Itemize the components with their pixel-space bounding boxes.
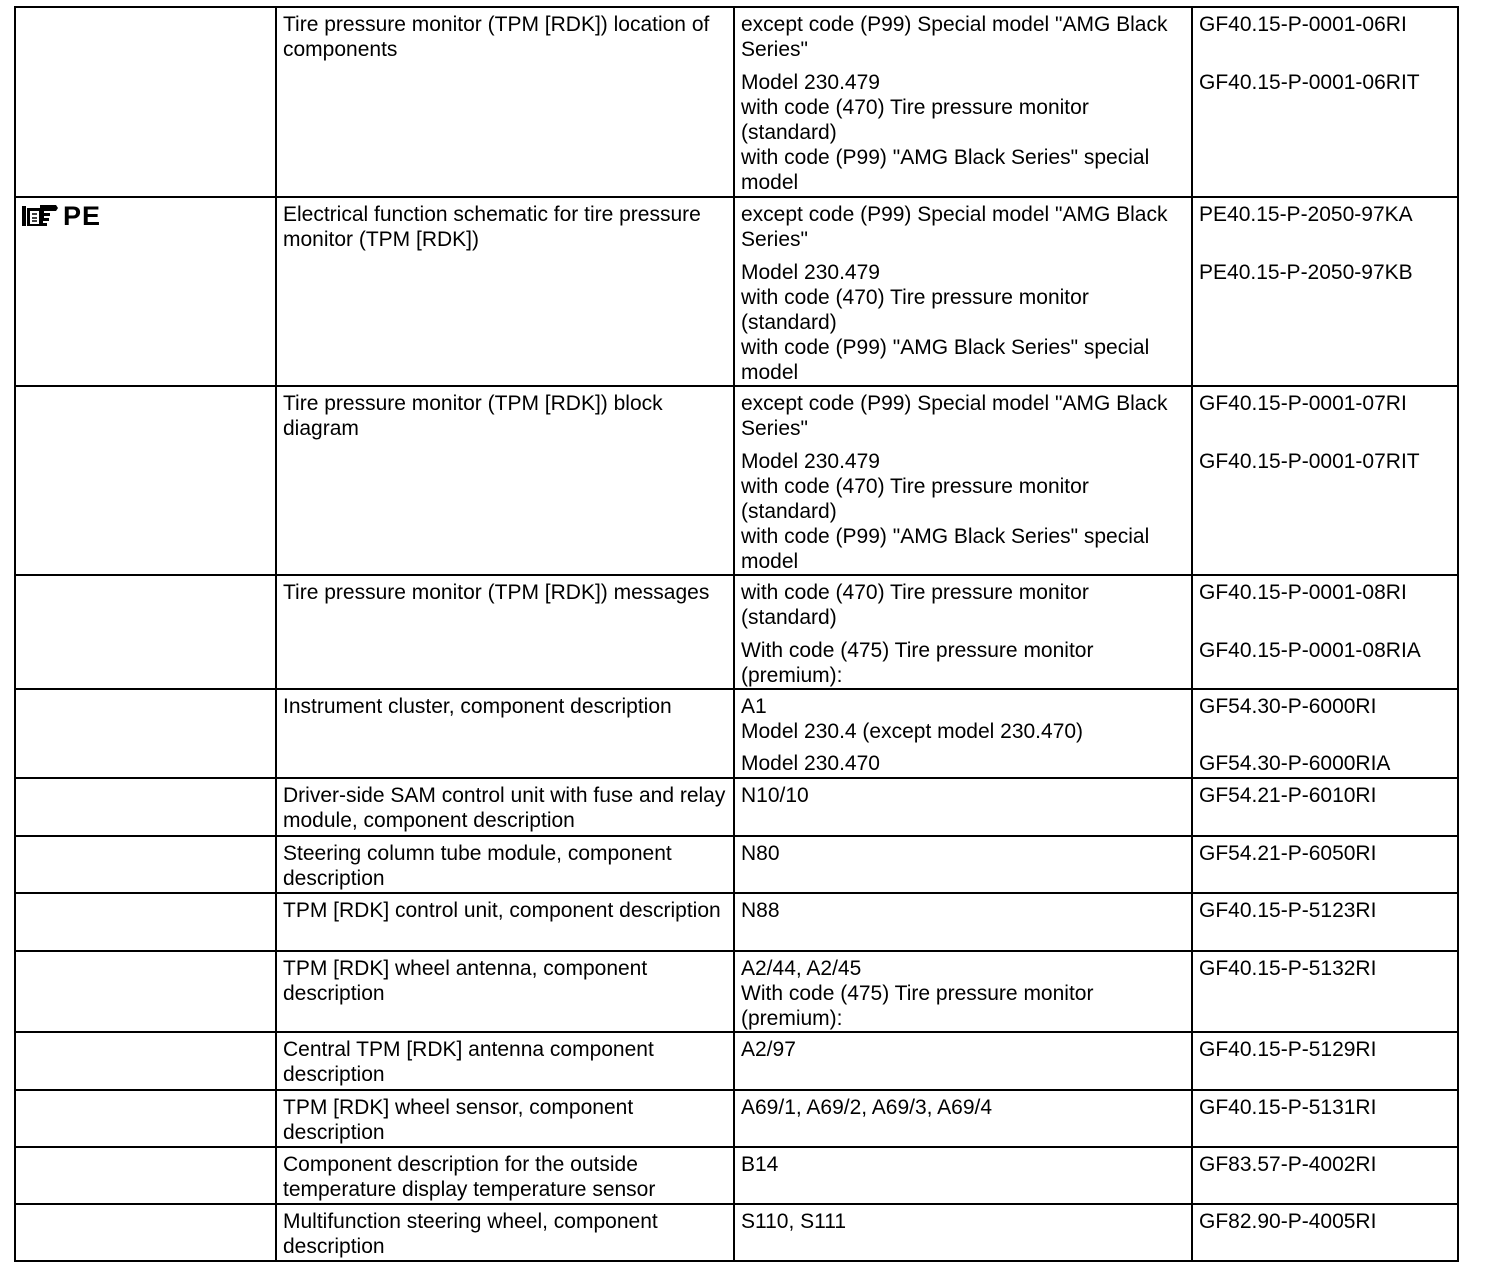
title-cell [276,1204,734,1261]
title-cell [276,197,734,386]
condition-line: N10/10 [741,784,809,807]
condition-line: A2/97 [741,1038,796,1061]
condition-cell [734,1090,1192,1147]
document-number-cell[interactable] [1192,1090,1458,1147]
condition-line: With code (475) Tire pressure monitor (premium): [741,982,1094,1030]
document-number[interactable]: GF83.57-P-4002RI [1199,1153,1377,1176]
document-title: Tire pressure monitor (TPM [RDK]) block diagram [283,392,663,440]
condition-line: with code (470) Tire pressure monitor (standard) [741,475,1089,523]
condition-line: Model 230.479 [741,261,880,284]
marker-cell [15,7,276,197]
condition-line: Model 230.470 [741,752,880,775]
condition-line: N80 [741,842,780,865]
marker-cell [15,1204,276,1261]
condition-line: with code (470) Tire pressure monitor (standard) [741,286,1089,334]
document-number[interactable]: GF54.21-P-6050RI [1199,842,1377,865]
condition-cell [734,7,1192,197]
condition-entry [735,444,1191,574]
marker-cell [15,836,276,893]
document-number[interactable]: GF40.15-P-5129RI [1199,1038,1377,1061]
table-row [15,1032,1458,1090]
document-title: Driver-side SAM control unit with fuse and relay module, component description [283,784,726,832]
marker-cell [15,689,276,778]
condition-line: B14 [741,1153,779,1176]
condition-line: Model 230.479 [741,450,880,473]
marker-cell [15,1032,276,1090]
document-title: Central TPM [RDK] antenna component description [283,1038,654,1086]
document-number-cell[interactable] [1192,386,1458,575]
title-cell [276,575,734,689]
document-number[interactable]: PE40.15-P-2050-97KA [1199,203,1413,226]
title-cell [276,836,734,893]
title-cell [276,1147,734,1204]
condition-line: Model 230.479 [741,71,880,94]
document-title: Electrical function schematic for tire pressure monitor (TPM [RDK]) [283,203,701,251]
condition-entry [735,1091,1191,1120]
condition-entry [735,65,1191,195]
condition-line: except code (P99) Special model "AMG Black Series" [741,203,1168,251]
marker-cell [15,575,276,689]
condition-line: N88 [741,899,780,922]
table-row [15,1204,1458,1261]
table-row [15,386,1458,575]
marker-cell [15,778,276,836]
condition-cell [734,689,1192,778]
table-row [15,197,1458,386]
condition-entry [735,690,1191,746]
condition-entry [735,1148,1191,1177]
document-title: Tire pressure monitor (TPM [RDK]) messages [283,581,710,604]
condition-line: A69/1, A69/2, A69/3, A69/4 [741,1096,993,1119]
document-number[interactable]: GF40.15-P-5131RI [1199,1096,1377,1119]
title-cell [276,689,734,778]
reference-table-body [15,7,1458,1261]
document-number[interactable]: GF40.15-P-0001-08RI [1199,581,1407,604]
document-number-cell[interactable] [1192,689,1458,778]
condition-line: With code (475) Tire pressure monitor (premium): [741,639,1094,687]
title-cell [276,778,734,836]
condition-entry [735,255,1191,385]
title-cell [276,951,734,1032]
document-title: TPM [RDK] wheel antenna, component description [283,957,648,1005]
document-number[interactable]: GF54.30-P-6000RI [1199,695,1377,718]
table-row [15,689,1458,778]
document-number[interactable]: GF40.15-P-0001-07RIT [1199,450,1420,473]
pointing-hand-icon [20,202,60,230]
title-cell [276,1032,734,1090]
marker-cell [15,197,276,386]
document-number[interactable]: GF40.15-P-0001-06RIT [1199,71,1420,94]
condition-entry [735,8,1191,65]
condition-cell [734,386,1192,575]
condition-cell [734,197,1192,386]
document-number-cell[interactable] [1192,1204,1458,1261]
condition-entry [735,779,1191,808]
condition-entry [735,387,1191,444]
document-number[interactable]: GF40.15-P-5123RI [1199,899,1377,922]
condition-line: with code (P99) "AMG Black Series" special model [741,336,1150,384]
document-number-cell[interactable] [1192,197,1458,386]
title-cell [276,893,734,951]
document-number[interactable]: GF40.15-P-0001-06RI [1199,13,1407,36]
condition-entry [735,198,1191,255]
condition-entry [735,746,1191,776]
document-number-cell[interactable] [1192,893,1458,951]
document-number-cell[interactable] [1192,951,1458,1032]
condition-cell [734,575,1192,689]
condition-line: with code (470) Tire pressure monitor (standard) [741,96,1089,144]
document-number-cell[interactable] [1192,778,1458,836]
pe-label: PE [63,201,102,231]
document-number[interactable]: GF40.15-P-0001-08RIA [1199,639,1421,662]
document-title: Component description for the outside temperature display temperature sensor [283,1153,656,1201]
document-number[interactable]: GF40.15-P-0001-07RI [1199,392,1407,415]
document-number[interactable]: GF82.90-P-4005RI [1199,1210,1377,1233]
document-title: Steering column tube module, component description [283,842,672,890]
document-number-cell[interactable] [1192,836,1458,893]
document-number[interactable]: GF54.30-P-6000RIA [1199,752,1391,775]
pe-marker[interactable] [16,198,275,231]
document-number[interactable]: GF54.21-P-6010RI [1199,784,1377,807]
document-title: Instrument cluster, component description [283,695,672,718]
condition-cell [734,1032,1192,1090]
condition-cell [734,1204,1192,1261]
condition-entry [735,952,1191,1031]
table-row [15,836,1458,893]
condition-line: Model 230.4 (except model 230.470) [741,720,1084,743]
document-number-cell[interactable] [1192,1147,1458,1204]
reference-table [14,6,1459,1262]
table-row [15,893,1458,951]
document-title: TPM [RDK] wheel sensor, component description [283,1096,634,1144]
condition-line: with code (P99) "AMG Black Series" special model [741,525,1150,573]
condition-line: A2/44, A2/45 [741,957,862,980]
document-number-cell[interactable] [1192,7,1458,197]
marker-cell [15,893,276,951]
marker-cell [15,951,276,1032]
table-row [15,1090,1458,1147]
condition-entry [735,1205,1191,1234]
title-cell [276,386,734,575]
condition-entry [735,837,1191,866]
table-row [15,778,1458,836]
condition-cell [734,836,1192,893]
condition-entry [735,633,1191,688]
condition-cell [734,1147,1192,1204]
condition-line: with code (P99) "AMG Black Series" special model [741,146,1150,194]
table-row [15,1147,1458,1204]
condition-line: except code (P99) Special model "AMG Black Series" [741,392,1168,440]
table-row [15,951,1458,1032]
title-cell [276,7,734,197]
title-cell [276,1090,734,1147]
document-title: Multifunction steering wheel, component description [283,1210,658,1258]
condition-cell [734,778,1192,836]
document-number[interactable]: GF40.15-P-5132RI [1199,957,1377,980]
marker-cell [15,386,276,575]
condition-line: S110, S111 [741,1210,847,1233]
marker-cell [15,1090,276,1147]
condition-line: except code (P99) Special model "AMG Black Series" [741,13,1168,61]
condition-cell [734,893,1192,951]
condition-entry [735,576,1191,633]
marker-cell [15,1147,276,1204]
condition-line: with code (470) Tire pressure monitor (standard) [741,581,1089,629]
condition-entry [735,1033,1191,1062]
document-number-cell[interactable] [1192,575,1458,689]
document-title: TPM [RDK] control unit, component description [283,899,721,922]
condition-line: A1 [741,695,767,718]
condition-cell [734,951,1192,1032]
table-row [15,7,1458,197]
document-number-cell[interactable] [1192,1032,1458,1090]
table-row [15,575,1458,689]
document-title: Tire pressure monitor (TPM [RDK]) location of components [283,13,710,61]
condition-entry [735,894,1191,923]
document-number[interactable]: PE40.15-P-2050-97KB [1199,261,1413,284]
